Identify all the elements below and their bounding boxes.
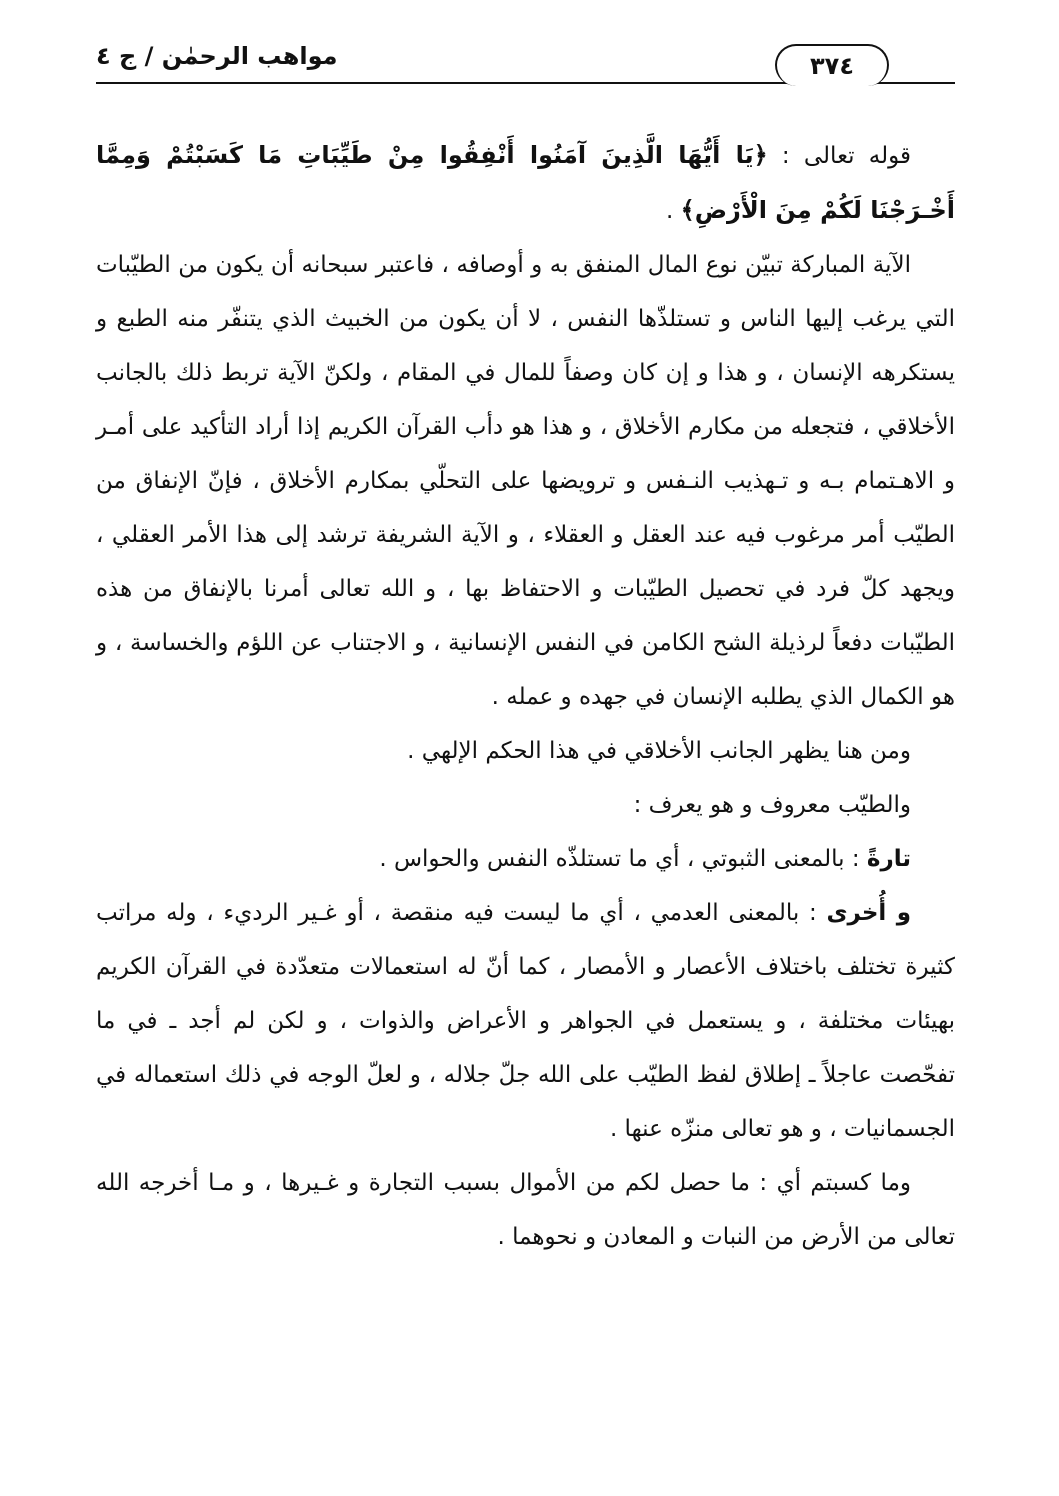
paragraph-3: والطيّب معروف و هو يعرف : bbox=[633, 792, 911, 818]
page-body bbox=[96, 128, 955, 1264]
running-title: مواهب الرحمٰن / ج ٤ bbox=[96, 42, 338, 70]
paragraph-6: وما كسبتم أي : ما حصل لكم من الأموال بسبب التجارة و غـيرها ، و مـا أخرجه الله تعالى من الأرض من النبات و المعادن و نحوهما . bbox=[96, 1170, 955, 1250]
paragraph-5-text: : بالمعنى العدمي ، أي ما ليست فيه منقصة ، أو غـير الرديء ، وله مراتب كثيرة تختلف باختلاف الأعصار و الأمصار ، كما أنّ له استعمالات متعدّدة في القرآن الكريم بهيئات مختلفة ، و يستعمل في الجواهر و الأعراض والذوات ، و لكن لم أجد ـ في ما تفحّصت عاجلاً ـ إطلاق لفظ الطيّب على الله جلّ جلاله ، و لعلّ الوجه في ذلك استعماله في الجسمانيات ، و هو تعالى منزّه عنها . bbox=[96, 900, 955, 1142]
verse-intro: قوله تعالى : bbox=[767, 143, 911, 169]
page-header bbox=[96, 38, 955, 88]
quran-verse: ﴿يَا أَيُّهَا الَّذِينَ آمَنُوا أَنْفِقُوا مِنْ طَيِّبَاتِ مَا كَسَبْتُمْ وَمِمَّا أَخْـرَجْنَا لَكُمْ مِنَ الْأَرْضِ﴾ bbox=[96, 141, 955, 224]
verse-paragraph bbox=[96, 128, 955, 238]
verse-end: . bbox=[666, 198, 681, 224]
term-ukhra: و أُخرى bbox=[826, 900, 911, 926]
paragraph-4-text: : بالمعنى الثبوتي ، أي ما تستلذّه النفس والحواس . bbox=[379, 846, 867, 872]
term-taratan: تارةً bbox=[866, 846, 911, 872]
page-number: ٣٧٤ bbox=[775, 44, 889, 86]
paragraph-1: الآية المباركة تبيّن نوع المال المنفق به و أوصافه ، فاعتبر سبحانه أن يكون من الطيّبات التي يرغب إليها الناس و تستلذّها النفس ، لا أن يكون من الخبيث الذي يتنفّر منه الطبع و يستكرهه الإنسان ، و هذا و إن كان وصفاً للمال في المقام ، ولكنّ الآية تربط ذلك بالجانب الأخلاقي ، فتجعله من مكارم الأخلاق ، و هذا هو دأب القرآن الكريم إذا أراد التأكيد على أمـر و الاهـتمام بـه و تـهذيب النـفس و ترويضها على التحلّي بمكارم الأخلاق ، فإنّ الإنفاق من الطيّب أمر مرغوب فيه عند العقل و العقلاء ، و الآية الشريفة ترشد إلى هذا الأمر العقلي ، ويجهد كلّ فرد في تحصيل الطيّبات و الاحتفاظ بها ، و الله تعالى أمرنا بالإنفاق من هذه الطيّبات دفعاً لرذيلة الشح الكامن في النفس الإنسانية ، و الاجتناب عن اللؤم والخساسة ، و هو الكمال الذي يطلبه الإنسان في جهده و عمله . bbox=[96, 252, 955, 710]
paragraph-2: ومن هنا يظهر الجانب الأخلاقي في هذا الحكم الإلهي . bbox=[407, 738, 911, 764]
paragraph-4 bbox=[96, 832, 955, 886]
paragraph-5 bbox=[96, 886, 955, 1156]
